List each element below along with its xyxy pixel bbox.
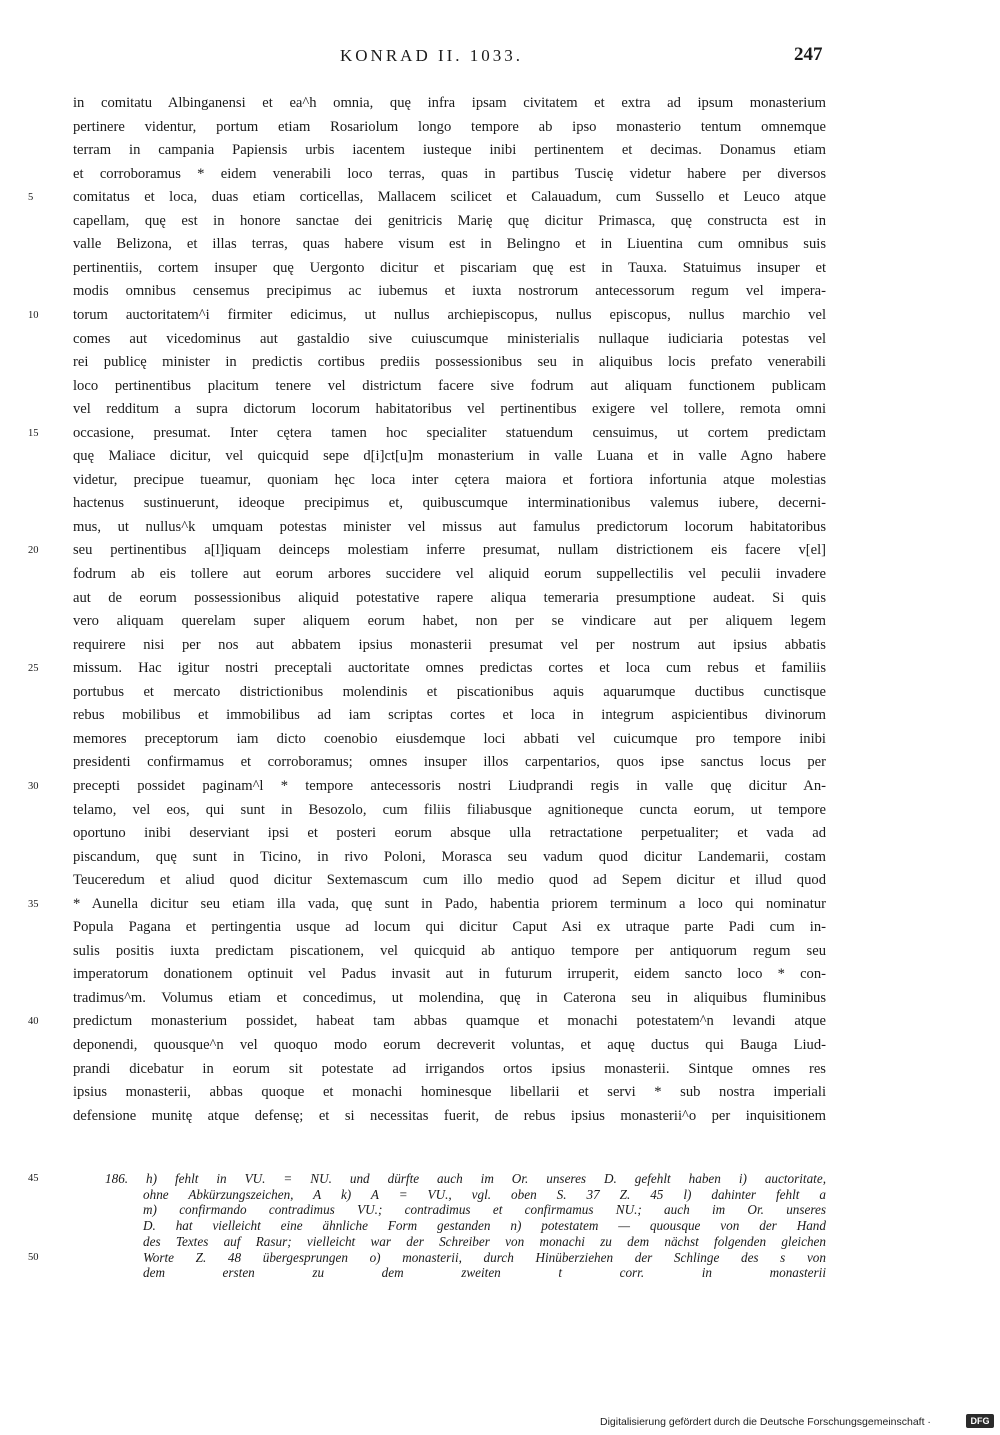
text-line: imperatorum donationem optinuit vel Padus invasit aut in futurum irruperit, eidem sancto loco * con- <box>73 966 826 983</box>
footnote-line: ohne Abkürzungszeichen, A k) A = VU., vgl. oben S. 37 Z. 45 l) dahinter fehlt a <box>143 1186 826 1202</box>
footnote-line: D. hat vielleicht eine ähnliche Form gestanden n) potestatem — quousque von der Hand <box>143 1218 826 1234</box>
text-line: capellam, quę est in honore sanctae dei genitricis Marię quę dicitur Primasca, quę constructa est in <box>73 212 826 229</box>
margin-line-number: 5 <box>28 192 34 204</box>
text-line: pertinentiis, cortem insuper quę Uergonto dicitur et piscariam quę est in Tauxa. Statuimus insuper et <box>73 259 826 276</box>
running-title: KONRAD II. 1033. <box>340 46 524 65</box>
text-line: comes aut vicedominus aut gastaldio sive cuiuscumque ministerialis nullaque iudiciaria potestas vel <box>73 330 826 347</box>
page-header <box>0 44 1000 74</box>
text-line: rebus mobilibus et immobilibus ad iam scriptas cortes et loca in integrum aspicientibus divinorum <box>73 707 826 724</box>
text-line: presidenti confirmamus et corroboramus; omnes insuper illos carpentarios, quos ipse sanctus locus per <box>73 754 826 771</box>
footnote-line: dem ersten zu dem zweiten t corr. in monasterii <box>143 1265 826 1281</box>
text-line: videtur, precipue tueamur, quoniam hęc loca inter cętera maiora et fortiora infortunia atque molestias <box>73 471 826 488</box>
text-line: vero aliquam querelam super aliquem eorum habet, non per se vindicare aut per aliquem legem <box>73 613 826 630</box>
margin-line-number: 30 <box>28 780 39 792</box>
text-line: defensione munitę atque defensę; et si necessitas fuerit, de rebus ipsius monasterii^o per inquisitionem <box>73 1107 826 1124</box>
text-line: comitatus et loca, duas etiam corticellas, Mallacem scilicet et Calauadum, cum Sussello et Leuco atque <box>73 189 826 206</box>
text-line: et corroboramus * eidem venerabili loco terras, quas in partibus Tuscię videtur habere per diversos <box>73 165 826 182</box>
text-line: memores preceptorum iam dicto coenobio eiusdemque loci abbati vel cuicumque pro tempore inibi <box>73 730 826 747</box>
text-line: requirere nisi per nos aut abbatem ipsius monasterii presumat vel per nostrum aut ipsius abbatis <box>73 636 826 653</box>
text-line: torum auctoritatem^i firmiter edicimus, ut nullus archiepiscopus, nullus episcopus, nullus marchio vel <box>73 306 826 323</box>
text-line: ipsius monasterii, abbas quoque et monachi hominesque libellarii et servi * sub nostra imperiali <box>73 1084 826 1101</box>
text-line: Popula Pagana et pertingentia usque ad locum qui dicitur Caput Asi ex utraque parte Padi cum in- <box>73 919 826 936</box>
text-line: * Aunella dicitur seu etiam illa vada, quę sunt in Pado, habentia priorem terminum a loco qui nominatur <box>73 895 826 912</box>
text-line: pertinere videntur, portum etiam Rosariolum longo tempore ab ipso monasterio tentum omnemque <box>73 118 826 135</box>
text-line: precepti possidet paginam^l * tempore antecessoris nostri Liudprandi regis in valle quę dicitur An- <box>73 777 826 794</box>
footnote-line: m) confirmando contradimus VU.; contradimus et confirmamus NU.; auch im Or. unseres <box>143 1202 826 1218</box>
margin-line-number: 40 <box>28 1016 39 1028</box>
text-line: sulis positis iuxta predictam piscationem, vel quicquid ab antiquo tempore per antiquorum regum seu <box>73 942 826 959</box>
text-line: vel redditum a supra dictorum locorum habitatoribus vel pertinentibus exigere vel tollere, remota omni <box>73 401 826 418</box>
text-line: mus, ut nullus^k umquam potestas minister vel missus aut famulus predictorum locorum habitatoribus <box>73 518 826 535</box>
text-line: rei publicę minister in predictis cortibus prediis possessionibus seu in aliquibus locis prefato venerabili <box>73 354 826 371</box>
text-line: Teuceredum et aliud quod dicitur Sextemascum cum illo medio quod ad Sepem dicitur et illud quod <box>73 872 826 889</box>
footnote-margin-number: 50 <box>28 1251 39 1263</box>
text-line: prandi dicebatur in eorum sit potestate ad irrigandos ortos ipsius monasterii. Sintque omnes res <box>73 1060 826 1077</box>
text-line: piscandum, quę sunt in Ticino, in rivo Poloni, Morasca seu vadum quod dicitur Landemarii, costam <box>73 848 826 865</box>
text-line: deponendi, quousque^n vel quoquo modo eorum decreverit voluntas, et aquę ductus qui Bauga Liud- <box>73 1037 826 1053</box>
text-line: hactenus sustinuerunt, ideoque precipimus et, quibuscumque interminationibus valemus iubere, decerni- <box>73 495 826 512</box>
text-line: occasione, presumat. Inter cętera tamen hoc specialiter statuendum censuimus, ut cortem predictam <box>73 424 826 441</box>
text-line: predictum monasterium possidet, habeat tam abbas quamque et monachi potestatem^n levandi atque <box>73 1013 826 1030</box>
text-line: oportuno inibi deserviant ipsi et posteri eorum absque ulla retractatione perpetualiter; et vada ad <box>73 825 826 842</box>
page-number: 247 <box>794 44 823 65</box>
margin-line-number: 15 <box>28 427 39 439</box>
footnote-line: Worte Z. 48 übergesprungen o) monasterii, durch Hinüberziehen der Schlinge des s von <box>143 1249 826 1265</box>
text-line: portubus et mercato districtionibus molendinis et piscationibus aquis aquarumque ductibus cunctisque <box>73 683 826 700</box>
text-line: loco pertinentibus placitum tenere vel districtum facere sive fodrum aut aliquam functionem publicam <box>73 377 826 394</box>
digitization-credit: Digitalisierung gefördert durch die Deutsche Forschungsgemeinschaft · <box>600 1416 931 1428</box>
footnote-line: des Textes auf Rasur; vielleicht war der Schreiber von monachi zu dem nächst folgenden gleichen <box>143 1233 826 1249</box>
text-line: valle Belizona, et illas terras, quas habere visum est in Belingno et in Liuentina cum omnibus suis <box>73 236 826 253</box>
text-line: terram in campania Papiensis urbis iacentem iusteque inibi pertinentem et decimas. Donamus etiam <box>73 142 826 159</box>
text-line: tradimus^m. Volumus etiam et concedimus, ut molendina, quę in Caterona seu in aliquibus fluminibus <box>73 989 826 1006</box>
footnote-margin-number: 45 <box>28 1173 39 1184</box>
text-line: modis omnibus censemus precipimus ac iubemus et iuxta nostrorum antecessorum regum vel impera- <box>73 283 826 300</box>
footnote-line: 186. h) fehlt in VU. = NU. und dürfte auch im Or. unseres D. gefehlt haben i) auctoritate, <box>105 1171 826 1186</box>
text-line: seu pertinentibus a[l]iquam deinceps molestiam inferre presumat, nullam districtionem eis facere v[el] <box>73 542 826 559</box>
text-line: aut de eorum possessionibus aliquid potestative rapere aliqua temeraria presumptione audeat. Si quis <box>73 589 826 606</box>
text-line: telamo, vel eos, qui sunt in Besozolo, cum filiis filiabusque agnitioneque cuncta eorum, ut tempore <box>73 801 826 818</box>
margin-line-number: 20 <box>28 545 39 557</box>
dfg-logo-icon: DFG <box>966 1414 994 1428</box>
margin-line-number: 25 <box>28 663 39 675</box>
margin-line-number: 35 <box>28 898 39 910</box>
text-line: quę Maliace dicitur, vel quicquid sepe d[i]ct[u]m monasterium in valle Luana et in valle Agno habere <box>73 448 826 465</box>
text-line: in comitatu Albinganensi et ea^h omnia, quę infra ipsam civitatem et extra ad ipsum monasterium <box>73 95 826 111</box>
text-line: missum. Hac igitur nostri preceptali auctoritate omnes predictas cortes et loca cum rebus et familiis <box>73 660 826 677</box>
text-line: fodrum ab eis tollere aut eorum arbores succidere vel aliquid eorum suppellectilis vel peculii invadere <box>73 566 826 582</box>
margin-line-number: 10 <box>28 309 39 321</box>
